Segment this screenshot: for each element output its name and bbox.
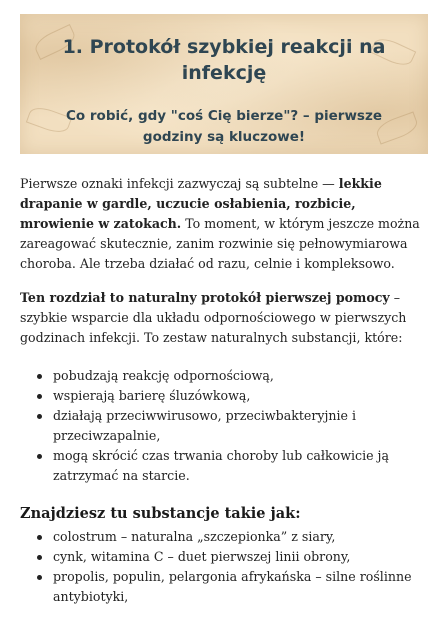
effects-list [20,366,425,486]
protocol-bold: Ten rozdział to naturalny protokół pierwszej pomocy [20,290,390,305]
chapter-title: 1. Protokół szybkiej reakcji na infekcję [62,36,386,84]
protocol-paragraph [20,288,425,348]
substances-heading: Znajdziesz tu substancje takie jak: [20,505,301,522]
protocol-text: – szybkie wsparcie dla układu odpornościowego w pierwszych godzinach infekcji. To zestaw naturalnych substancji, które: [20,290,407,345]
chapter-content [20,174,425,607]
list-item: cynk, witamina C – duet pierwszej linii obrony, [37,547,425,567]
intro-text-end: To moment, w którym jeszcze można zareagować skutecznie, zanim rozwinie się pełnowymiarowa choroba. Ale trzeba działać od razu, celnie i kompleksowo. [20,216,420,271]
intro-text-start: Pierwsze oznaki infekcji zazwyczaj są subtelne — [20,176,339,191]
chapter-subtitle: Co robić, gdy "coś Cię bierze"? – pierwsze godziny są kluczowe! [66,108,382,145]
intro-paragraph [20,174,425,274]
list-item: pobudzają reakcję odpornościową, [37,366,425,386]
chapter-banner [20,14,428,154]
list-item: działają przeciwwirusowo, przeciwbakteryjnie i przeciwzapalnie, [37,406,425,446]
intro-symptoms-bold: lekkie drapanie w gardle, uczucie osłabienia, rozbicie, mrowienie w zatokach. [20,176,382,231]
list-item: wspierają barierę śluzówkową, [37,386,425,406]
list-item: colostrum – naturalna „szczepionka” z siary, [37,527,425,547]
substances-list [20,527,425,607]
list-item: mogą skrócić czas trwania choroby lub całkowicie ją zatrzymać na starcie. [37,446,425,486]
list-item: propolis, populin, pelargonia afrykańska – silne roślinne antybiotyki, [37,567,425,607]
